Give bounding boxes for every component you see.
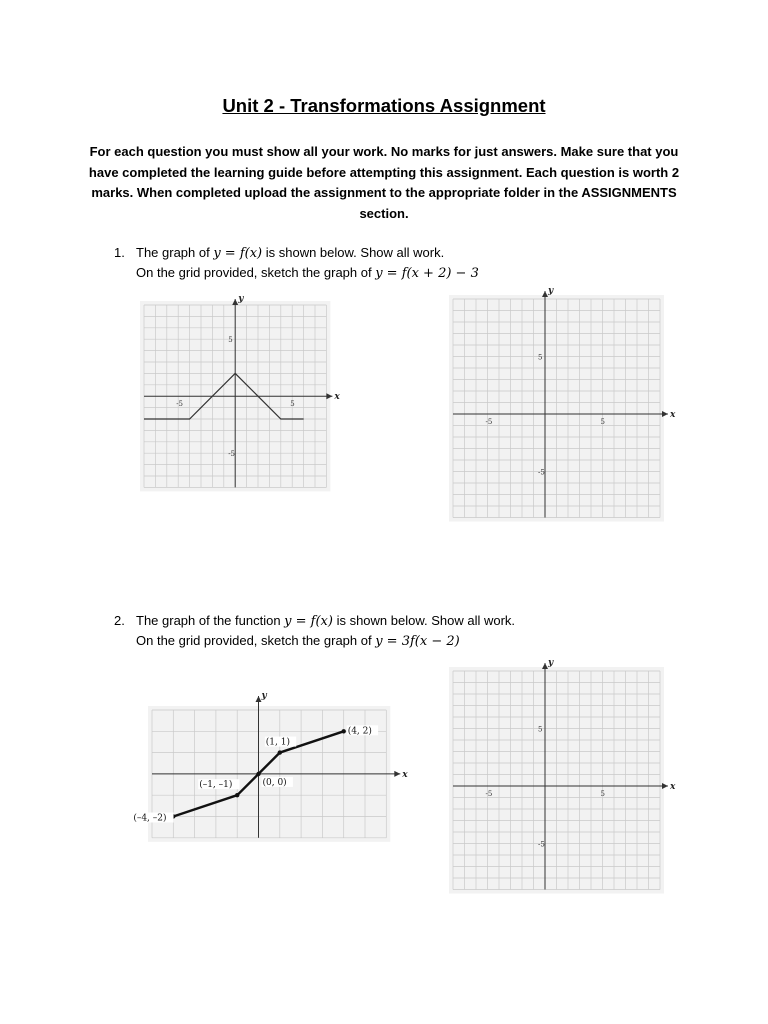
graph-1-answer-grid xyxy=(445,285,677,519)
x-tick-label: 5 xyxy=(290,400,295,409)
question-text: On the grid provided, sketch the graph of xyxy=(136,633,376,648)
graph-2-answer-grid xyxy=(445,657,677,893)
y-tick-label: 5 xyxy=(538,725,543,734)
graph-1-given-function xyxy=(138,295,350,507)
math-expression: y = f(x) xyxy=(213,246,263,261)
question-text: is shown below. Show all work. xyxy=(332,613,516,628)
instructions: For each question you must show all your work. No marks for just answers. Make sure that you have completed the learning guide before attempting this assignment. Each question is worth 2 marks. When completed upload the assignment to the appropriate folder in the ASSIGNMENTS section. xyxy=(88,144,680,221)
question-text: The graph of the function xyxy=(136,613,285,628)
graph-2-given-function xyxy=(133,688,410,838)
point-label: (–1, –1) xyxy=(199,780,233,791)
y-tick-label: 5 xyxy=(538,353,543,362)
question-1-line-2 xyxy=(136,263,479,284)
question-text: On the grid provided, sketch the graph of xyxy=(136,265,376,280)
question-text: is shown below. Show all work. xyxy=(262,245,445,260)
y-axis-label: y xyxy=(238,294,244,304)
y-tick-label: -5 xyxy=(228,450,236,459)
data-point xyxy=(278,750,282,754)
x-axis-label: x xyxy=(670,782,676,792)
math-expression: y = 3f(x − 2) xyxy=(375,634,460,649)
point-label: (–4, –2) xyxy=(133,813,167,824)
x-tick-label: -5 xyxy=(485,790,493,798)
data-point xyxy=(235,793,239,797)
point-label: (4, 2) xyxy=(347,726,372,737)
question-2-line-2 xyxy=(136,631,460,652)
x-tick-label: -5 xyxy=(176,400,184,409)
question-number: 1. xyxy=(114,245,125,260)
y-axis-label: y xyxy=(261,691,267,701)
math-expression: y = f(x) xyxy=(284,614,333,629)
math-expression: y = f(x + 2) − 3 xyxy=(375,266,479,281)
y-axis-label: y xyxy=(548,286,554,296)
question-text: The graph of xyxy=(136,245,214,260)
question-2-line-1 xyxy=(136,611,515,632)
y-tick-label: -5 xyxy=(538,468,545,477)
x-tick-label: -5 xyxy=(485,418,493,426)
question-1-line-1 xyxy=(136,243,444,264)
question-1 xyxy=(114,243,674,283)
question-number: 2. xyxy=(114,613,125,628)
x-axis-label: x xyxy=(670,410,676,420)
data-point xyxy=(256,772,260,776)
y-tick-label: -5 xyxy=(538,840,545,849)
x-tick-label: 5 xyxy=(600,790,605,798)
x-tick-label: 5 xyxy=(600,418,605,426)
question-2 xyxy=(114,611,674,651)
x-axis-label: x xyxy=(334,392,340,403)
y-axis-label: y xyxy=(548,658,554,668)
x-axis-arrow xyxy=(662,783,668,789)
x-axis-arrow xyxy=(662,411,668,417)
x-axis-label: x xyxy=(402,769,408,780)
x-axis-arrow xyxy=(394,771,400,777)
point-label: (0, 0) xyxy=(262,777,287,788)
y-tick-label: 5 xyxy=(228,336,233,345)
data-point xyxy=(342,729,346,733)
point-label: (1, 1) xyxy=(265,737,291,748)
page-title: Unit 2 - Transformations Assignment xyxy=(222,95,546,116)
